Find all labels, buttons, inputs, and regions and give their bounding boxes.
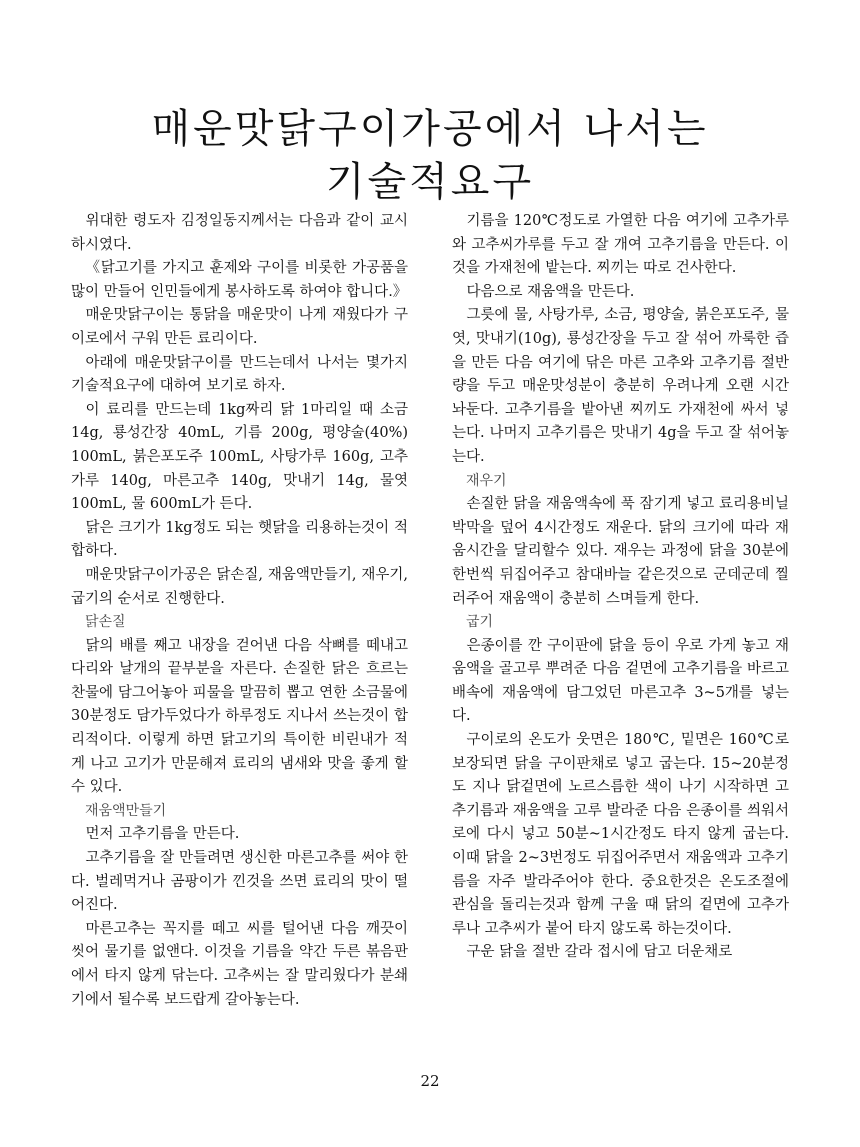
body-paragraph: 먼저 고추기름을 만든다.: [85, 826, 240, 843]
body-paragraph: 손질한 닭을 재움액속에 푹 잠기게 넣고 료리용비닐박막을 덮어 4시간정도 재운다. 닭의 크기에 따라 재움시간을 달리할수 있다. 재우는 과정에 닭을 30분에 한번씩 뒤집어주고 참대바늘 같은것으로 군데군데 찔러주어 재움액이 충분히 스며들게 한다.: [452, 496, 789, 607]
body-paragraph: 다음으로 재움액을 만든다.: [466, 283, 635, 300]
body-paragraph: 매운맛닭구이가공은 닭손질, 재움액만들기, 재우기, 굽기의 순서로 진행한다.: [71, 566, 408, 607]
body-paragraph: 기름을 120℃정도로 가열한 다음 여기에 고추가루와 고추씨가루를 두고 잘 개여 고추기름을 만든다. 이것을 가재천에 밭는다. 찌끼는 따로 건사한다.: [452, 213, 789, 277]
body-paragraph: 고추기름을 잘 만들려면 생신한 마른고추를 써야 한다. 벌레먹거나 곰팡이가 낀것을 쓰면 료리의 맛이 떨어진다.: [71, 850, 408, 914]
body-paragraph: 이 료리를 만드는데 1kg짜리 닭 1마리일 때 소금 14g, 룡성간장 40mL, 기름 200g, 평양술(40%) 100mL, 붉은포도주 100mL, 사탕가루 160g, 고추가루 140g, 마른고추 140g, 맛내기 14g, 물엿 100mL, 물 600mL가 든다.: [71, 401, 408, 513]
body-paragraph: 그릇에 물, 사탕가루, 소금, 평양술, 붉은포도주, 물엿, 맛내기(10g), 룡성간장을 두고 잘 섞어 까룩한 즙을 만든 다음 여기에 닦은 마른 고추와 고추기름 절반량을 두고 매운맛성분이 충분히 우려나게 오랜 시간 놔둔다. 고추기름을 밭아낸 찌끼도 가재천에 싸서 넣는다. 나머지 고추기름은 맛내기 4g을 두고 잘 섞어놓는다.: [452, 307, 789, 465]
body-paragraph: 아래에 매운맛닭구이를 만드는데서 나서는 몇가지 기술적요구에 대하여 보기로 하자.: [71, 354, 408, 395]
body-paragraph: 위대한 령도자 김정일동지께서는 다음과 같이 교시하시였다.: [71, 213, 408, 253]
page-title-line-1: 매운맛닭구이가공에서 나서는: [151, 106, 709, 152]
body-paragraph: 닭은 크기가 1kg정도 되는 햇닭을 리용하는것이 적합하다.: [71, 519, 408, 560]
section-heading: 재우기: [466, 472, 507, 489]
body-paragraph: 구이로의 온도가 웃면은 180℃, 밑면은 160℃로 보장되면 닭을 구이판채로 넣고 굽는다. 15~20분정도 지나 닭겉면에 노르스름한 색이 나기 시작하면 고추기름과 재움액을 고루 발라준 다음 은종이를 씌워서 로에 다시 넣고 50분~1시간정도 타지 않게 굽는다. 이때 닭을 2~3번정도 뒤집어주면서 재움액과 고추기름을 자주 발라주어야 한다. 중요한것은 온도조절에 관심을 돌리는것과 함께 구울 때 닭의 겉면에 고추가루나 고추씨가 붙어 타지 않도록 하는것이다.: [452, 732, 789, 937]
body-paragraph: 마른고추는 꼭지를 떼고 씨를 털어낸 다음 깨끗이 씻어 물기를 없앤다. 이것을 기름을 약간 두른 볶음판에서 타지 않게 닦는다. 고추씨는 잘 말리웠다가 분쇄기에서 될수록 보드랍게 갈아놓는다.: [71, 920, 408, 1008]
section-heading: 굽기: [466, 614, 494, 631]
section-heading: 재움액만들기: [85, 802, 167, 819]
left-column: [71, 210, 408, 1012]
body-paragraph: 구운 닭을 절반 갈라 접시에 담고 더운채로: [466, 944, 733, 961]
body-paragraph: 닭의 배를 째고 내장을 걷어낸 다음 삭뼈를 떼내고 다리와 날개의 끝부분을 자른다. 손질한 닭은 흐르는 찬물에 담그어놓아 피물을 말끔히 뽑고 연한 소금물에 30분정도 담가두었다가 하루정도 지나서 쓰는것이 합리적이다. 이렇게 하면 닭고기의 특이한 비린내가 적게 나고 고기가 만문해져 료리의 냄새와 맛을 좋게 할수 있다.: [71, 637, 408, 796]
body-paragraph: 은종이를 깐 구이판에 닭을 등이 우로 가게 놓고 재움액을 골고루 뿌려준 다음 겉면에 고추기름을 바르고 배속에 재움액에 담그었던 마른고추 3~5개를 넣는다.: [452, 637, 789, 725]
page-title-line-2: 기술적요구: [325, 159, 535, 205]
right-column: [452, 210, 789, 965]
page-number: 22: [420, 1072, 440, 1090]
body-paragraph: 매운맛닭구이는 통닭을 매운맛이 나게 재웠다가 구이로에서 구워 만든 료리이다.: [71, 307, 408, 347]
quotation-paragraph: 《닭고기를 가지고 훈제와 구이를 비롯한 가공품을 많이 만들어 인민들에게 봉사하도록 하여야 합니다.》: [71, 260, 408, 300]
section-heading: 닭손질: [85, 614, 126, 631]
